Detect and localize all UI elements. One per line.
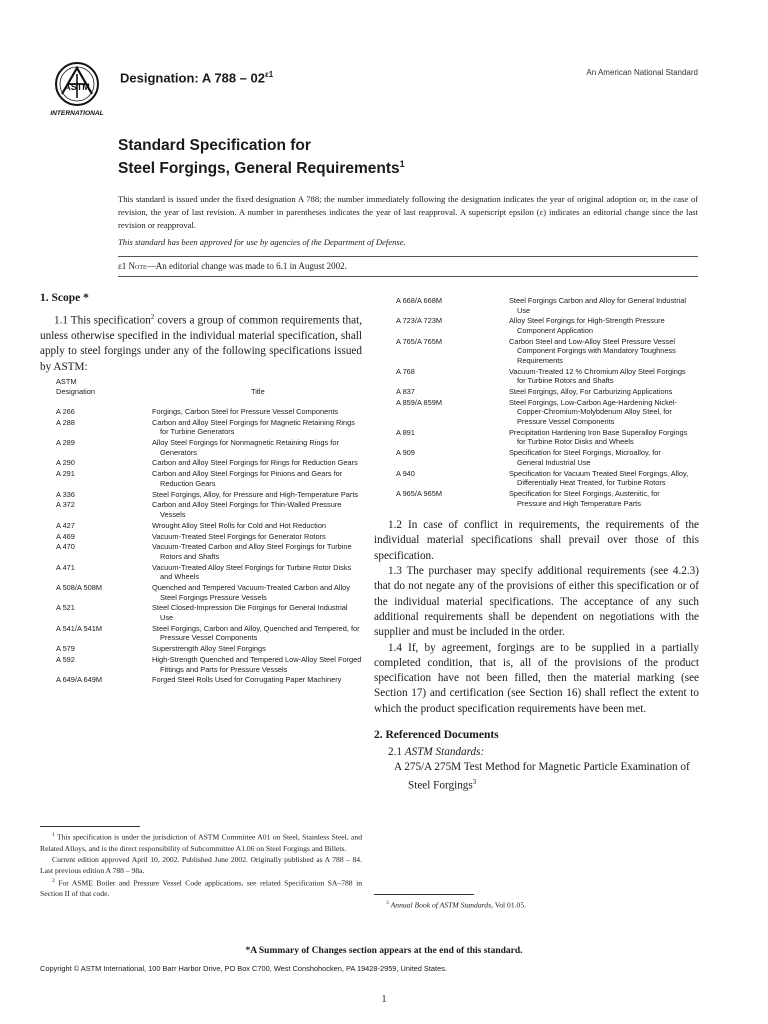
spec-row: [374, 448, 699, 467]
spec-row: [40, 542, 362, 561]
spec-row: [374, 428, 699, 447]
spec-title: Steel Forgings, Alloy, For Carburizing Applications: [509, 387, 673, 397]
scope-paragraph-4: 1.4 If, by agreement, forgings are to be supplied in a partially completed condition, that is, all of the provisions of the product specification have not been filled, then the material marking (see Section 17) and certification (see Section 16) shall reflect the extent to which the product specification requirements have been met.: [374, 641, 699, 715]
spec-row: [40, 675, 362, 685]
designation-epsilon: ε1: [264, 70, 274, 79]
spec-row: [40, 644, 362, 654]
spec-title: Vacuum-Treated 12 % Chromium Alloy Steel Forgings for Turbine Rotors and Shafts: [509, 366, 686, 386]
spec-row: [40, 490, 362, 500]
spec-title: Forged Steel Rolls Used for Corrugating Paper Machinery: [152, 675, 342, 685]
spec-title: Steel Closed-Impression Die Forgings for General Industrial Use: [152, 603, 348, 623]
national-standard-label: An American National Standard: [586, 68, 698, 77]
footnote-2: [40, 876, 362, 900]
document-title: [118, 136, 405, 178]
spec-designation: A 723/A 723M: [396, 316, 443, 326]
header-astm: ASTM: [56, 376, 77, 386]
spec-designation: A 290: [56, 458, 75, 468]
spec-title: Superstrength Alloy Steel Forgings: [152, 644, 266, 654]
summary-of-changes-note: *A Summary of Changes section appears at the end of this standard.: [245, 946, 523, 956]
page-number: 1: [381, 994, 387, 1005]
spec-title: Carbon and Alloy Steel Forgings for Magnetic Retaining Rings for Turbine Generators: [152, 417, 355, 437]
title-line-1: Standard Specification for: [118, 137, 311, 154]
fn3-number: 3: [386, 900, 389, 906]
sub-title: ASTM Standards:: [404, 746, 485, 759]
ref-doc-footnote-ref: 3: [472, 778, 477, 787]
spec-designation: A 289: [56, 438, 75, 448]
spec-row: [40, 655, 362, 674]
spec-row: [374, 296, 699, 315]
spec-title: Carbon and Alloy Steel Forgings for Thin-Walled Pressure Vessels: [152, 500, 342, 519]
spec-designation: A 765/A 765M: [396, 336, 443, 346]
spec-row: [374, 387, 699, 397]
logo-text: ASTM: [64, 82, 90, 92]
spec-row: [40, 469, 362, 488]
footnote-1b: Current edition approved April 10, 2002. Published June 2002. Originally published as A 788 – 84. Last previous edition A 788 – 98a.: [40, 854, 362, 875]
spec-row: [40, 458, 362, 468]
spec-designation: A 470: [56, 542, 75, 552]
spec-designation: A 965/A 965M: [396, 488, 443, 498]
referenced-document-a275: [374, 760, 699, 794]
footnote-3: [374, 898, 699, 911]
header-designation: Designation: [56, 386, 96, 396]
spec-row: [40, 563, 362, 582]
scope-paragraph-1: [40, 310, 362, 375]
spec-designation: A 541/A 541M: [56, 623, 103, 633]
spec-row: [374, 398, 699, 427]
designation-text: Designation: A 788 – 02: [120, 70, 265, 86]
spec-designation: A 837: [396, 387, 415, 397]
spec-designation: A 891: [396, 427, 415, 437]
title-line-2: Steel Forgings, General Requirements: [118, 160, 400, 178]
fn3-italic: Annual Book of ASTM Standards: [390, 900, 492, 910]
spec-row: [374, 316, 699, 335]
spec-title: High-Strength Quenched and Tempered Low-Alloy Steel Forged Fittings and Parts for Pressure Vessels: [152, 654, 362, 674]
right-column: [374, 290, 699, 794]
left-column: [40, 290, 362, 686]
note-text: —An editorial change was made to 6.1 in August 2002.: [146, 261, 347, 271]
spec-designation: A 508/A 508M: [56, 583, 103, 593]
spec-designation: A 469: [56, 531, 75, 541]
note-symbol: ε1: [118, 261, 127, 271]
footnotes-left: [40, 830, 362, 899]
note-label: Note: [128, 261, 147, 271]
spec-list-left: [40, 407, 362, 685]
spec-title: Alloy Steel Forgings for High-Strength Pressure Component Application: [509, 316, 665, 335]
spec-title: Steel Forgings Carbon and Alloy for General Industrial Use: [509, 296, 687, 315]
spec-row: [40, 583, 362, 602]
astm-logo: [40, 60, 114, 118]
footnote-1: [40, 830, 362, 854]
spec-title: Steel Forgings, Carbon and Alloy, Quenched and Tempered, for Pressure Vessel Components: [152, 623, 360, 643]
referenced-documents-heading: 2. Referenced Documents: [374, 729, 499, 742]
sub-number: 2.1: [388, 746, 402, 759]
spec-row: [40, 624, 362, 643]
approved-statement: This standard has been approved for use by agencies of the Department of Defense.: [118, 237, 406, 247]
spec-designation: A 768: [396, 366, 415, 376]
ref-doc-text: A 275/A 275M Test Method for Magnetic Particle Examination of Steel Forgings: [394, 761, 690, 793]
scope-p1-start: 1.1 This specification: [54, 314, 151, 327]
scope-paragraph-2: 1.2 In case of conflict in requirements, the requirements of the individual material specifications shall prevail over those of this specification.: [374, 519, 699, 562]
scope-p1-rest: covers a group of common requirements that, unless otherwise specified in the individual material specification, shall apply to steel forgings under any of the following specifications issued by ASTM:: [40, 314, 362, 373]
spec-title: Alloy Steel Forgings for Nonmagnetic Retaining Rings for Generators: [152, 438, 339, 457]
spec-row: [374, 489, 699, 508]
spec-designation: A 592: [56, 654, 75, 664]
logo-subtext: INTERNATIONAL: [50, 110, 104, 117]
editorial-note: [118, 256, 698, 277]
spec-designation: A 579: [56, 644, 75, 654]
spec-title: Carbon Steel and Low-Alloy Steel Pressure Vessel Component Forgings with Mandatory Toughness Requirements: [509, 336, 676, 365]
spec-designation: A 859/A 859M: [396, 397, 443, 407]
spec-designation: A 668/A 668M: [396, 296, 443, 305]
issued-statement: This standard is issued under the fixed designation A 788; the number immediately following the designation indicates the year of original adoption or, in the case of revision, the year of last revision. A number in parentheses indicates the year of last reapproval. A superscript epsilon (ε) indicates an editorial change since the last revision or reapproval.: [118, 194, 698, 230]
spec-row: [40, 438, 362, 457]
title-line-2-wrap: [118, 155, 405, 178]
fn2-number: 2: [52, 877, 55, 884]
spec-title: Carbon and Alloy Steel Forgings for Pinions and Gears for Reduction Gears: [152, 469, 343, 488]
spec-row: [40, 418, 362, 437]
title-footnote-ref: 1: [399, 159, 405, 169]
header-title: Title: [251, 386, 265, 396]
copyright-line: Copyright © ASTM International, 100 Barr Harbor Drive, PO Box C700, West Conshohocken, PA 19428-2959, United States.: [40, 964, 447, 973]
footnotes-right: [374, 898, 699, 911]
spec-designation: A 940: [396, 468, 415, 478]
scope-paragraph-3: 1.3 The purchaser may specify additional requirements (see 4.2.3) that do not negate any of the provisions of either this specification or of the individual material specifications. The acceptance of any such additional requirements shall be dependent on negotiations with the supplier and must be included in the order.: [374, 565, 699, 639]
spec-designation: A 471: [56, 562, 75, 572]
spec-title: Quenched and Tempered Vacuum-Treated Carbon and Alloy Steel Forgings Pressure Vessels: [152, 583, 350, 602]
footnote-rule-left: [40, 826, 140, 827]
fn1-number: 1: [52, 832, 55, 838]
spec-title: Steel Forgings, Low-Carbon Age-Hardening Nickel-Copper-Chromium-Molybdenum Alloy Steel, for Pressure Vessel Components: [509, 397, 678, 427]
spec-row: [374, 367, 699, 386]
spec-title: Vacuum-Treated Carbon and Alloy Steel Forgings for Turbine Rotors and Shafts: [152, 542, 352, 561]
spec-designation: A 288: [56, 417, 75, 427]
spec-row: [40, 500, 362, 519]
fn2-text: For ASME Boiler and Pressure Vessel Code applications, see related Specification SA–788 in Section II of that code.: [40, 878, 362, 899]
spec-list-right: [374, 296, 699, 508]
spec-designation: A 372: [56, 500, 75, 510]
spec-designation: A 266: [56, 406, 75, 416]
spec-title: Steel Forgings, Alloy, for Pressure and High-Temperature Parts: [152, 489, 359, 499]
spec-row: [40, 603, 362, 622]
spec-title: Wrought Alloy Steel Rolls for Cold and Hot Reduction: [152, 520, 327, 530]
scope-heading: 1. Scope *: [40, 292, 89, 304]
spec-title: Vacuum-Treated Steel Forgings for Generator Rotors: [152, 531, 326, 541]
fn3-rest: , Vol 01.05.: [491, 900, 527, 910]
spec-title: Forgings, Carbon Steel for Pressure Vessel Components: [152, 406, 339, 416]
spec-row: [40, 407, 362, 417]
spec-designation: A 521: [56, 603, 75, 613]
spec-row: [374, 337, 699, 366]
fn1-text: This specification is under the jurisdiction of ASTM Committee A01 on Steel, Stainless Steel, and Related Alloys, and is the direct responsibility of Subcommittee A1.06 on Steel Forgings and Billets.: [40, 832, 362, 853]
spec-row: [374, 469, 699, 488]
spec-designation: A 909: [396, 448, 415, 458]
spec-title: Vacuum-Treated Alloy Steel Forgings for Turbine Rotor Disks and Wheels: [152, 562, 352, 582]
spec-title: Specification for Vacuum Treated Steel Forgings, Alloy, Differentially Heat Treated, for Turbine Rotors: [509, 468, 689, 488]
spec-title: Specification for Steel Forgings, Austenitic, for Pressure and High Temperature Parts: [509, 488, 660, 508]
spec-designation: A 336: [56, 489, 75, 499]
spec-title: Carbon and Alloy Steel Forgings for Rings for Reduction Gears: [152, 458, 358, 468]
designation: [120, 70, 273, 85]
scope-p1-footnote-ref: 2: [150, 313, 155, 321]
spec-designation: A 427: [56, 520, 75, 530]
footnote-rule-right: [374, 894, 474, 895]
spec-title: Specification for Steel Forgings, Microalloy, for General Industrial Use: [509, 448, 661, 467]
spec-title: Precipitation Hardening Iron Base Superalloy Forgings for Turbine Rotor Disks and Wheels: [509, 427, 688, 447]
astm-standards-subheading: [374, 745, 699, 760]
spec-designation: A 291: [56, 469, 75, 479]
spec-table-header: [40, 377, 362, 407]
spec-designation: A 649/A 649M: [56, 675, 103, 685]
spec-row: [40, 532, 362, 542]
spec-row: [40, 521, 362, 531]
